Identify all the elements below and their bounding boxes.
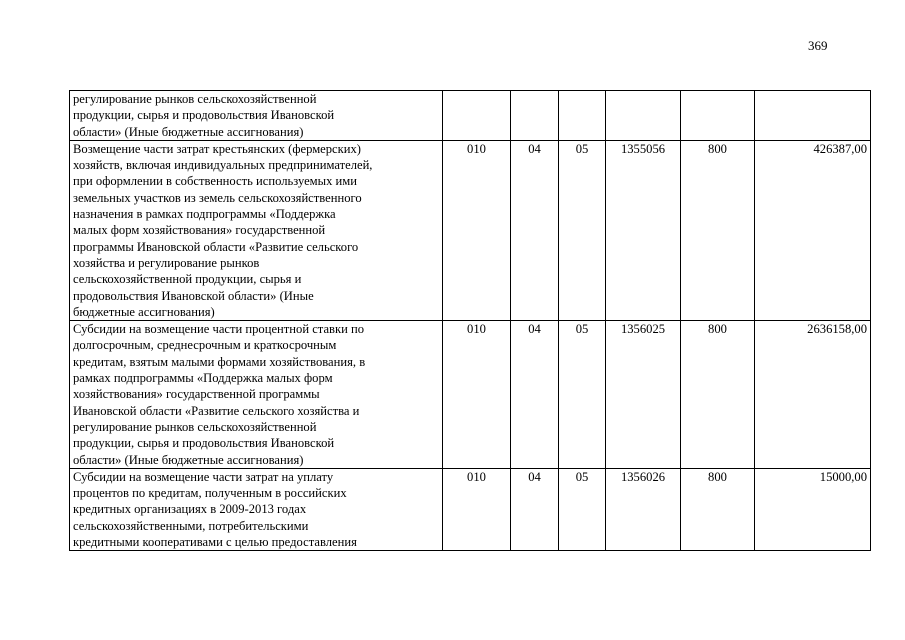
ministry-code-cell (443, 91, 511, 141)
ministry-code-cell: 010 (443, 321, 511, 469)
article-code-cell: 1356026 (606, 468, 681, 550)
table-row (70, 468, 871, 550)
article-code-cell: 1356025 (606, 321, 681, 469)
table-row (70, 91, 871, 141)
row-name-cell: регулирование рынков сельскохозяйственной продукции, сырья и продовольствия Ивановской области» (Иные бюджетные ассигнования) (70, 91, 443, 141)
section-code-cell (511, 91, 559, 141)
table-row (70, 321, 871, 469)
amount-cell (755, 91, 871, 141)
subsection-code-cell: 05 (559, 468, 606, 550)
section-code-cell: 04 (511, 321, 559, 469)
expense-type-cell (681, 91, 755, 141)
expense-type-cell: 800 (681, 468, 755, 550)
ministry-code-cell: 010 (443, 468, 511, 550)
amount-cell: 426387,00 (755, 140, 871, 320)
amount-cell: 15000,00 (755, 468, 871, 550)
page-number: 369 (808, 38, 828, 53)
expense-type-cell: 800 (681, 140, 755, 320)
row-name-cell: Субсидии на возмещение части процентной ставки по долгосрочным, среднесрочным и краткосрочным кредитам, взятым малыми формами хозяйствования, в рамках подпрограммы «Поддержка малых форм хозяйствования» государственной программы Ивановской области «Развитие сельского хозяйства и регулирование рынков сельскохозяйственной продукции, сырья и продовольствия Ивановской области» (Иные бюджетные ассигнования) (70, 321, 443, 469)
row-name-cell: Возмещение части затрат крестьянских (фермерских) хозяйств, включая индивидуальных предпринимателей, при оформлении в собственность используемых ими земельных участков из земель сельскохозяйственного назначения в рамках подпрограммы «Поддержка малых форм хозяйствования» государственной программы Ивановской области «Развитие сельского хозяйства и регулирование рынков сельскохозяйственной продукции, сырья и продовольствия Ивановской области» (Иные бюджетные ассигнования) (70, 140, 443, 320)
budget-table (69, 90, 871, 551)
section-code-cell: 04 (511, 468, 559, 550)
article-code-cell (606, 91, 681, 141)
subsection-code-cell: 05 (559, 140, 606, 320)
amount-cell: 2636158,00 (755, 321, 871, 469)
expense-type-cell: 800 (681, 321, 755, 469)
subsection-code-cell: 05 (559, 321, 606, 469)
section-code-cell: 04 (511, 140, 559, 320)
table-row (70, 140, 871, 320)
row-name-cell: Субсидии на возмещение части затрат на уплату процентов по кредитам, полученным в российских кредитных организациях в 2009-2013 годах сельскохозяйственными, потребительскими кредитными кооперативами с целью предоставления (70, 468, 443, 550)
subsection-code-cell (559, 91, 606, 141)
ministry-code-cell: 010 (443, 140, 511, 320)
article-code-cell: 1355056 (606, 140, 681, 320)
